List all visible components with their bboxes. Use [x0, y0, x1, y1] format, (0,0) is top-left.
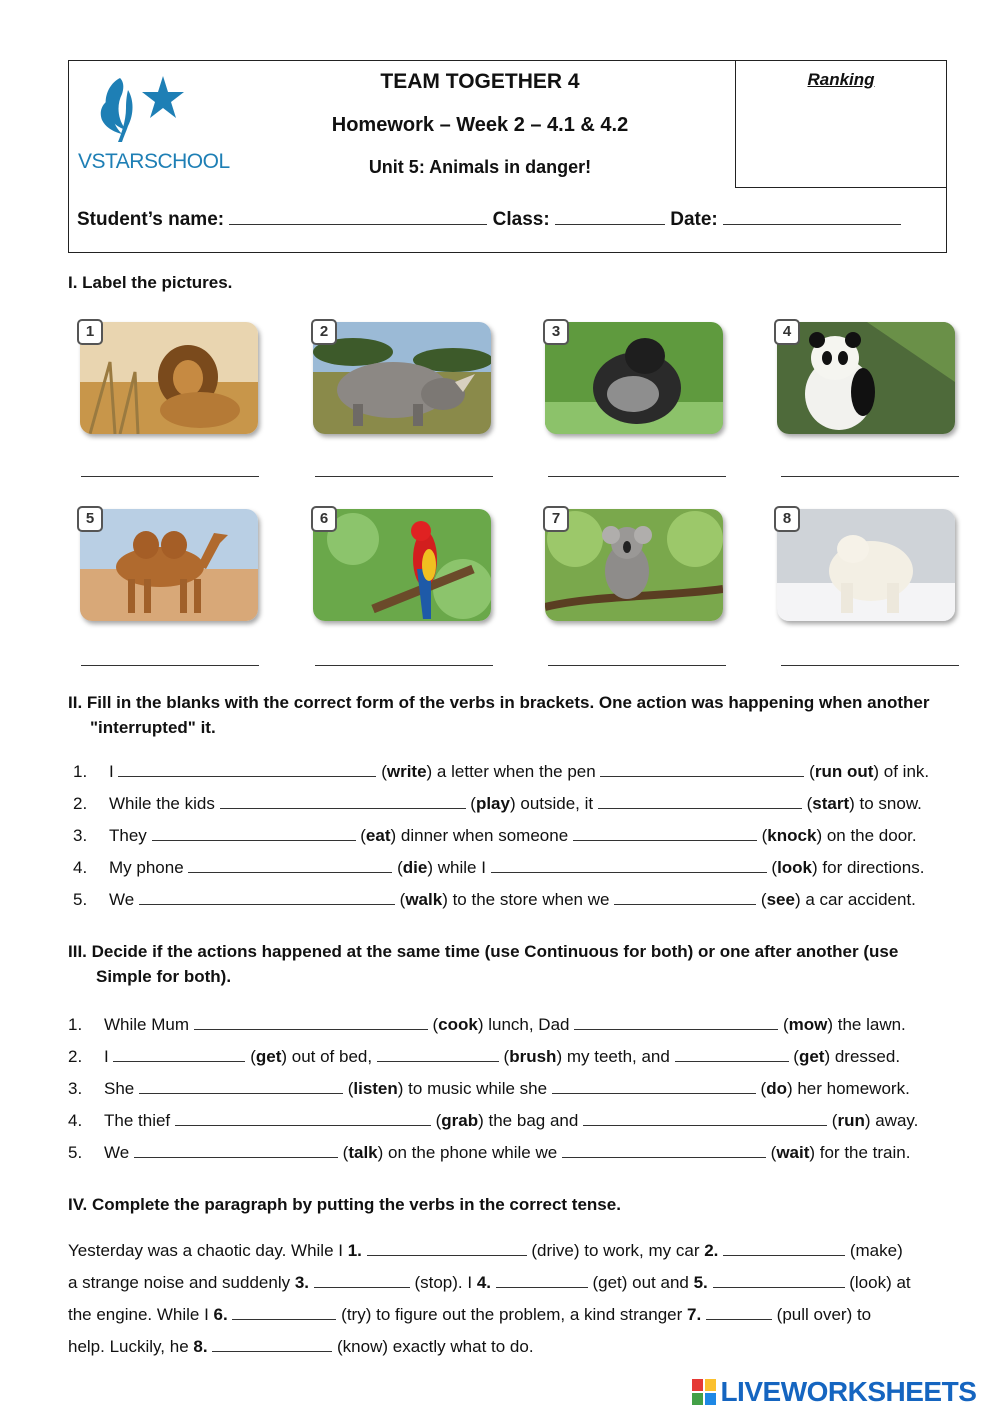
section-2-heading: II. Fill in the blanks with the correct form of the verbs in brackets. One action was happening when another "interrupted" it. [68, 693, 930, 737]
class-label: Class: [492, 209, 550, 230]
blank[interactable] [377, 1045, 499, 1062]
s3-item-3: 3. She (listen) to music while she (do) her homework. [68, 1079, 910, 1098]
worksheet-title: TEAM TOGETHER 4 [380, 70, 580, 93]
koala-photo-icon [545, 509, 723, 621]
para-line-3: the engine. While I 6. (try) to figure out the problem, a kind stranger 7. (pull over) to [68, 1305, 872, 1324]
koala-picture [545, 509, 723, 621]
vstar-logo-icon [78, 70, 218, 150]
blank[interactable] [573, 824, 757, 841]
panda-photo-icon [777, 322, 955, 434]
lion-photo-icon [80, 322, 258, 434]
picture-number-5: 5 [77, 506, 103, 532]
s3-item-1: 1. While Mum (cook) lunch, Dad (mow) the lawn. [68, 1015, 906, 1034]
blank[interactable] [152, 824, 356, 841]
section-1-heading: I. Label the pictures. [68, 273, 233, 292]
class-field[interactable] [555, 208, 665, 225]
answer-line-4[interactable] [781, 476, 959, 477]
blank[interactable] [600, 760, 804, 777]
liveworksheets-logo-icon [692, 1379, 716, 1405]
polar-bear-photo-icon [777, 509, 955, 621]
picture-number-8: 8 [774, 506, 800, 532]
student-info-line [77, 208, 937, 231]
gorilla-photo-icon [545, 322, 723, 434]
blank[interactable] [713, 1271, 845, 1288]
answer-line-2[interactable] [315, 476, 493, 477]
blank[interactable] [552, 1077, 756, 1094]
section-4-heading: IV. Complete the paragraph by putting the verbs in the correct tense. [68, 1195, 621, 1214]
blank[interactable] [139, 1077, 343, 1094]
s3-item-4: 4. The thief (grab) the bag and (run) away. [68, 1111, 919, 1130]
blank[interactable] [491, 856, 767, 873]
blank[interactable] [134, 1141, 338, 1158]
blank[interactable] [723, 1239, 845, 1256]
blank[interactable] [675, 1045, 789, 1062]
s2-item-3: 3. They (eat) dinner when someone (knock) on the door. [73, 826, 917, 845]
blank[interactable] [367, 1239, 527, 1256]
blank[interactable] [212, 1335, 332, 1352]
rhino-photo-icon [313, 322, 491, 434]
student-name-label: Student’s name: [77, 209, 225, 230]
blank[interactable] [314, 1271, 410, 1288]
blank[interactable] [220, 792, 466, 809]
answer-line-5[interactable] [81, 665, 259, 666]
picture-number-3: 3 [543, 319, 569, 345]
s3-item-5: 5. We (talk) on the phone while we (wait) for the train. [68, 1143, 911, 1162]
blank[interactable] [562, 1141, 766, 1158]
blank[interactable] [113, 1045, 245, 1062]
picture-number-1: 1 [77, 319, 103, 345]
s3-item-2: 2. I (get) out of bed, (brush) my teeth, and (get) dressed. [68, 1047, 901, 1066]
para-line-4: help. Luckily, he 8. (know) exactly what to do. [68, 1337, 534, 1356]
blank[interactable] [232, 1303, 336, 1320]
blank[interactable] [583, 1109, 827, 1126]
parrot-picture [313, 509, 491, 621]
rhino-picture [313, 322, 491, 434]
blank[interactable] [139, 888, 395, 905]
section-4-paragraph [68, 1235, 963, 1363]
date-label: Date: [670, 209, 718, 230]
para-line-1: Yesterday was a chaotic day. While I 1. (drive) to work, my car 2. (make) [68, 1241, 903, 1260]
answer-line-8[interactable] [781, 665, 959, 666]
answer-line-3[interactable] [548, 476, 726, 477]
liveworksheets-brand [692, 1376, 992, 1406]
gorilla-picture [545, 322, 723, 434]
worksheet-subtitle: Homework – Week 2 – 4.1 & 4.2 [331, 114, 629, 136]
blank[interactable] [614, 888, 756, 905]
blank[interactable] [598, 792, 802, 809]
answer-line-7[interactable] [548, 665, 726, 666]
school-logo [78, 70, 230, 180]
brand-text: LIVEWORKSHEETS [720, 1376, 977, 1407]
blank[interactable] [574, 1013, 778, 1030]
logo-text: VSTARSCHOOL [78, 150, 230, 173]
s2-item-5: 5. We (walk) to the store when we (see) a car accident. [73, 890, 916, 909]
student-name-field[interactable] [229, 208, 487, 225]
picture-number-2: 2 [311, 319, 337, 345]
section-3-heading: III. Decide if the actions happened at the same time (use Continuous for both) or one after another (use Simple for both). [68, 942, 899, 986]
picture-number-7: 7 [543, 506, 569, 532]
picture-number-4: 4 [774, 319, 800, 345]
panda-picture [777, 322, 955, 434]
date-field[interactable] [723, 208, 901, 225]
blank[interactable] [188, 856, 392, 873]
blank[interactable] [118, 760, 376, 777]
ranking-label: Ranking [807, 70, 875, 89]
para-line-2: a strange noise and suddenly 3. (stop). I 4. (get) out and 5. (look) at [68, 1273, 911, 1292]
blank[interactable] [706, 1303, 772, 1320]
blank[interactable] [194, 1013, 428, 1030]
unit-title: Unit 5: Animals in danger! [368, 157, 592, 177]
parrot-photo-icon [313, 509, 491, 621]
blank[interactable] [175, 1109, 431, 1126]
polar-bear-picture [777, 509, 955, 621]
s2-item-1: 1. I (write) a letter when the pen (run out) of ink. [73, 762, 930, 781]
s2-item-2: 2. While the kids (play) outside, it (start) to snow. [73, 794, 922, 813]
camel-photo-icon [80, 509, 258, 621]
answer-line-6[interactable] [315, 665, 493, 666]
camel-picture [80, 509, 258, 621]
lion-picture [80, 322, 258, 434]
picture-number-6: 6 [311, 506, 337, 532]
answer-line-1[interactable] [81, 476, 259, 477]
s2-item-4: 4. My phone (die) while I (look) for directions. [73, 858, 925, 877]
item-number: 1. [73, 762, 88, 781]
blank[interactable] [496, 1271, 588, 1288]
